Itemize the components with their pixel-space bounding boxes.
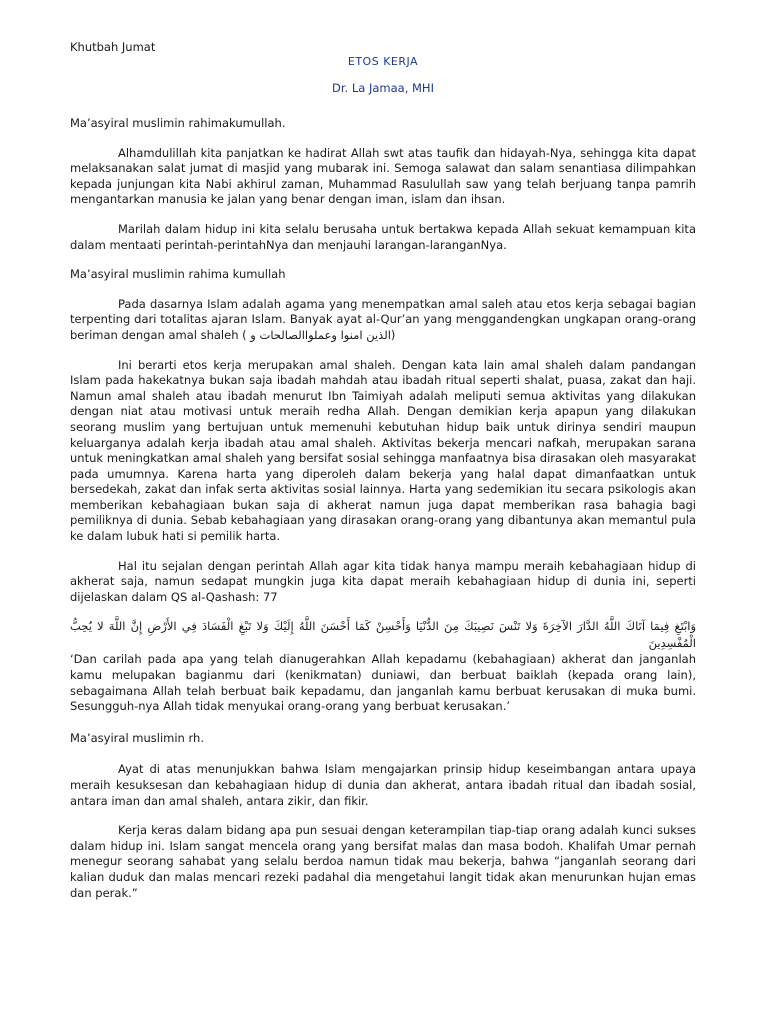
document-page: [70, 40, 696, 901]
paragraph-5: Hal itu sejalan dengan perintah Allah agar kita tidak hanya mampu meraih kebahagiaan hidup di akherat saja, namun sedapat mungkin juga kita dapat meraih kebahagiaan hidup di dunia ini, seperti dijelaskan dalam QS al-Qashash: 77: [70, 558, 696, 604]
paragraph-1: Alhamdulillah kita panjatkan ke hadirat Allah swt atas taufik dan hidayah-Nya, sehingga kita dapat melaksanakan salat jumat di masjid yang mubarak ini. Semoga salawat dan salam senantiasa dilimpahkan kepada junjungan kita Nabi akhirul zaman, Muhammad Rasulullah saw yang telah berjuang tanpa pamrih mengantarkan manusia ke jalan yang benar dengan iman, islam dan ihsan.: [70, 145, 696, 207]
salutation-1: Ma’asyiral muslimin rahimakumullah.: [70, 116, 286, 130]
document-author: Dr. La Jamaa, MHI: [332, 81, 434, 95]
paragraph-3: Pada dasarnya Islam adalah agama yang menempatkan amal saleh atau etos kerja sebagai bagian terpenting dari totalitas ajaran Islam. Banyak ayat al-Qur’an yang menggandengkan ungkapan orang-orang beriman dengan amal shaleh ( الذين امنوا وعملواالصالحات و): [70, 296, 696, 342]
salutation-3: Ma’asyiral muslimin rh.: [70, 730, 204, 745]
verse-translation: ‘Dan carilah pada apa yang telah dianugerahkan Allah kepadamu (kebahagiaan) akherat dan janganlah kamu melupakan bagianmu dari (kenikmatan) duniawi, dan berbuat baiklah (kepada orang lain), sebagaimana Allah telah berbuat baik kepadamu, dan janganlah kamu berbuat kerusakan di muka bumi. Sesungguh-nya Allah tidak menyukai orang-orang yang berbuat kerusakan.’: [70, 652, 696, 714]
paragraph-6: Ayat di atas menunjukkan bahwa Islam mengajarkan prinsip hidup keseimbangan antara upaya meraih kesuksesan dan kebahagiaan hidup di dunia dan akherat, antara ibadah ritual dan ibadah sosial, antara iman dan amal shaleh, antara zikir, dan fikir.: [70, 762, 696, 808]
paragraph-4: Ini berarti etos kerja merupakan amal shaleh. Dengan kata lain amal shaleh dalam pandangan Islam pada hakekatnya bukan saja ibadah mahdah atau ibadah ritual seperti shalat, puasa, zakat dan haji. Namun amal shaleh atau ibadah menurut Ibn Taimiyah adalah meliputi semua aktivitas yang dilakukan dengan niat atau motivasi untuk meraih redha Allah. Dengan demikian kerja apapun yang dilakukan seorang muslim yang bertujuan untuk memenuhi kebutuhan hidup baik untuk dirinya sendiri maupun keluarganya adalah kerja ibadah atau amal shaleh. Aktivitas bekerja mencari nafkah, merupakan sarana untuk meningkatkan amal shaleh yang bersifat sosial sehingga manfaatnya bisa dirasakan oleh masyarakat pada umumnya. Karena harta yang diperoleh dalam bekerja yang halal dapat dimanfaatkan untuk bersedekah, zakat dan infak serta aktivitas sosial lainnya. Harta yang sedemikian itu secara psikologis akan memberikan kebahagiaan bukan saja di akherat namun juga dapat memberikan rasa bahagia bagi pemiliknya di dunia. Sebab kebahagiaan yang dirasakan orang-orang yang dibantunya akan memantul pula ke dalam lubuk hati si pemilik harta.: [70, 357, 696, 544]
paragraph-2: Marilah dalam hidup ini kita selalu berusaha untuk bertakwa kepada Allah sekuat kemampuan kita dalam mentaati perintah-perintahNya dan menjauhi larangan-laranganNya.: [70, 221, 696, 252]
document-title: ETOS KERJA: [347, 55, 419, 68]
salutation-2: Ma’asyiral muslimin rahima kumullah: [70, 267, 286, 282]
document-label: Khutbah Jumat: [70, 40, 156, 54]
paragraph-7: Kerja keras dalam bidang apa pun sesuai dengan keterampilan tiap-tiap orang adalah kunci sukses dalam hidup ini. Islam sangat mencela orang yang bersifat malas dan masa bodoh. Khalifah Umar pernah menegur seorang sahabat yang selalu berdoa namun tidak mau bekerja, bahwa “janganlah seorang dari kalian duduk dan malas mencari rezeki padahal dia mengetahui langit tidak akan menurunkan hujan emas dan perak.”: [70, 823, 696, 900]
arabic-verse: وَابْتَغِ فِيمَا آتَاكَ اللَّهُ الدَّارَ الآخِرَةَ وَلا تَنْسَ نَصِيبَكَ مِنَ الدُّنْيَا وَأَحْسِنْ كَمَا أَحْسَنَ اللَّهُ إِلَيْكَ وَلا تَبْغِ الْفَسَادَ فِي الأَرْضِ إِنَّ اللَّهَ لا يُحِبُّ الْمُفْسِدِينَ: [70, 619, 696, 651]
